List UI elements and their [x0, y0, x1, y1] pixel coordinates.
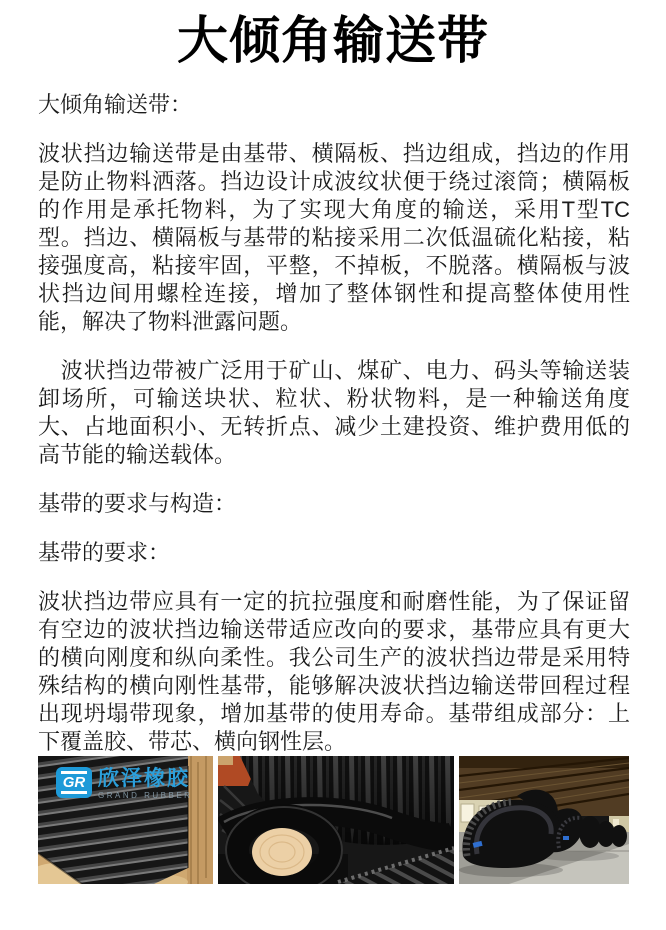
paragraph-applications: 波状挡边带被广泛用于矿山、煤矿、电力、码头等输送装卸场所，可输送块状、粒状、粉状物料，是一种输送角度大、占地面积小、无转折点、减少土建投资、维护费用低的高节能的输送载体。 — [38, 358, 630, 467]
brand-watermark — [56, 767, 192, 800]
paragraph-section-label: 大倾角输送带： — [38, 92, 193, 117]
photo-factory-warehouse — [459, 756, 629, 884]
paragraph-baseband-requirements: 波状挡边带应具有一定的抗拉强度和耐磨性能，为了保证留有空边的波状挡边输送带适应改向的要求，基带应具有更大的横向刚度和纵向柔性。我公司生产的波状挡边带是采用特殊结构的横向刚性基带，能够解决波状挡边输送带回程过程出现坍塌带现象，增加基带的使用寿命。基带组成部分：上下覆盖胶、带芯、横向钢性层。 — [38, 589, 630, 754]
product-photo-gallery — [38, 756, 666, 884]
paragraph-baseband-subheading: 基带的要求： — [38, 540, 171, 565]
page-title: 大倾角输送带 — [176, 12, 489, 69]
gr-logo-icon — [56, 767, 92, 798]
paragraph-baseband-heading: 基带的要求与构造： — [38, 491, 237, 516]
gr-monogram: GR — [61, 771, 87, 794]
factory-warehouse-illustration — [459, 756, 629, 884]
paragraph-structure: 波状挡边输送带是由基带、横隔板、挡边组成，挡边的作用是防止物料洒落。挡边设计成波纹状便于绕过滚筒；横隔板的作用是承托物料，为了实现大角度的输送，采用T型TC型。挡边、横隔板与基带的粘接采用二次低温硫化粘接，粘接强度高，粘接牢固，平整，不掉板，不脱落。横隔板与波状挡边间用螺栓连接，增加了整体钢性和提高整体使用性能，解决了物料泄露问题。 — [38, 141, 630, 334]
brand-text — [98, 767, 192, 800]
article-body — [0, 91, 666, 756]
photo-sidewall-strips — [38, 756, 213, 884]
brand-name-cn: 欣泽橡胶 — [98, 767, 190, 790]
coiled-belt-illustration — [218, 756, 454, 884]
brand-name-en: GRAND RUBBER — [98, 791, 193, 800]
photo-coiled-belt — [218, 756, 454, 884]
